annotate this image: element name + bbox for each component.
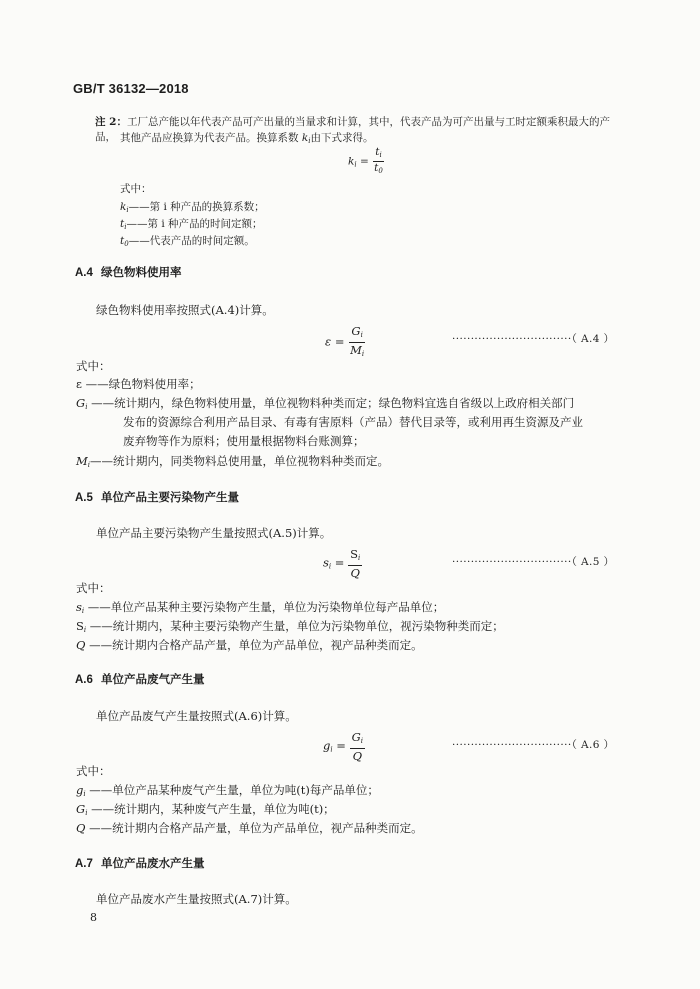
note-label: 注 2： [95, 116, 127, 128]
where-label: 式中： [76, 359, 111, 373]
section-heading-a7: A.7 单位产品废水产生量 [75, 858, 205, 870]
formula-a5: $s_i$ = $\frac{S_i}{Q}$ [323, 547, 361, 580]
definition-item: ε ——绿色物料使用率； [76, 377, 201, 391]
formula-a6: $g_i$ = $\frac{G_i}{Q}$ [323, 730, 364, 763]
definition-item: $M_i——$统计期内，同类物料总使用量，单位视物料种类而定。 [76, 454, 390, 469]
note-def: $t_0——$代表产品的时间定额。 [120, 235, 255, 248]
note-line-2: 其他产品应换算为代表产品。换算系数 $k_i$由下式求得。 [120, 132, 374, 145]
note-text-1: 工厂总产能以年代表产品可产出量的当量求和计算，其中，代表产品为可产出量与工时定额乘积最大的产品， [95, 116, 610, 143]
definition-item: $G_i$ ——统计期内，绿色物料使用量，单位视物料种类而定；绿色物料宜选自省级以上政府相关部门 [76, 396, 575, 411]
equation-leader-a5: ································（ A.5 ） [452, 556, 615, 568]
definition-item: $g_i$ ——单位产品某种废气产生量，单位为吨(t)每产品单位； [76, 783, 379, 798]
equation-leader-a6: ································（ A.6 ） [452, 739, 615, 751]
formula-a4: ε = $\frac{G_i}{M_i}$ [325, 324, 365, 358]
where-label: 式中： [76, 764, 111, 778]
page-number: 8 [90, 911, 97, 924]
note-formula: $k_i$ = $\frac{t_i}{t_0}$ [348, 146, 383, 175]
section-intro: 单位产品废水产生量按照式(A.7)计算。 [96, 892, 297, 906]
where-label: 式中： [76, 581, 111, 595]
definition-item: $s_i$ ——单位产品某种主要污染物产生量，单位为污染物单位每产品单位； [76, 600, 445, 615]
section-intro: 单位产品废气产生量按照式(A.6)计算。 [96, 709, 297, 723]
definition-item: Q ——统计期内合格产品产量，单位为产品单位，视产品种类而定。 [76, 638, 423, 652]
definition-continuation: 废弃物等作为原料；使用量根据物料台账测算； [123, 434, 365, 448]
section-heading-a5: A.5 单位产品主要污染物产生量 [75, 492, 239, 504]
note-where: 式中： [120, 183, 152, 195]
note-def: $t_i——$第 i 种产品的时间定额； [120, 218, 263, 231]
section-intro: 绿色物料使用率按照式(A.4)计算。 [96, 303, 274, 317]
standard-header: GB/T 36132—2018 [73, 81, 189, 96]
definition-item: $G_i$ ——统计期内，某种废气产生量，单位为吨(t)； [76, 802, 335, 817]
note-def: $k_i——$第 i 种产品的换算系数； [120, 201, 265, 214]
definition-item: Q ——统计期内合格产品产量，单位为产品单位，视产品种类而定。 [76, 821, 423, 835]
definition-continuation: 发布的资源综合利用产品目录、有毒有害原料（产品）替代目录等，或利用再生资源及产业 [123, 415, 583, 429]
section-heading-a4: A.4 绿色物料使用率 [75, 267, 182, 279]
section-intro: 单位产品主要污染物产生量按照式(A.5)计算。 [96, 526, 332, 540]
section-heading-a6: A.6 单位产品废气产生量 [75, 674, 205, 686]
equation-leader-a4: ································（ A.4 ） [452, 333, 615, 345]
definition-item: $S_i$ ——统计期内，某种主要污染物产生量，单位为污染物单位，视污染物种类而定； [76, 619, 504, 634]
